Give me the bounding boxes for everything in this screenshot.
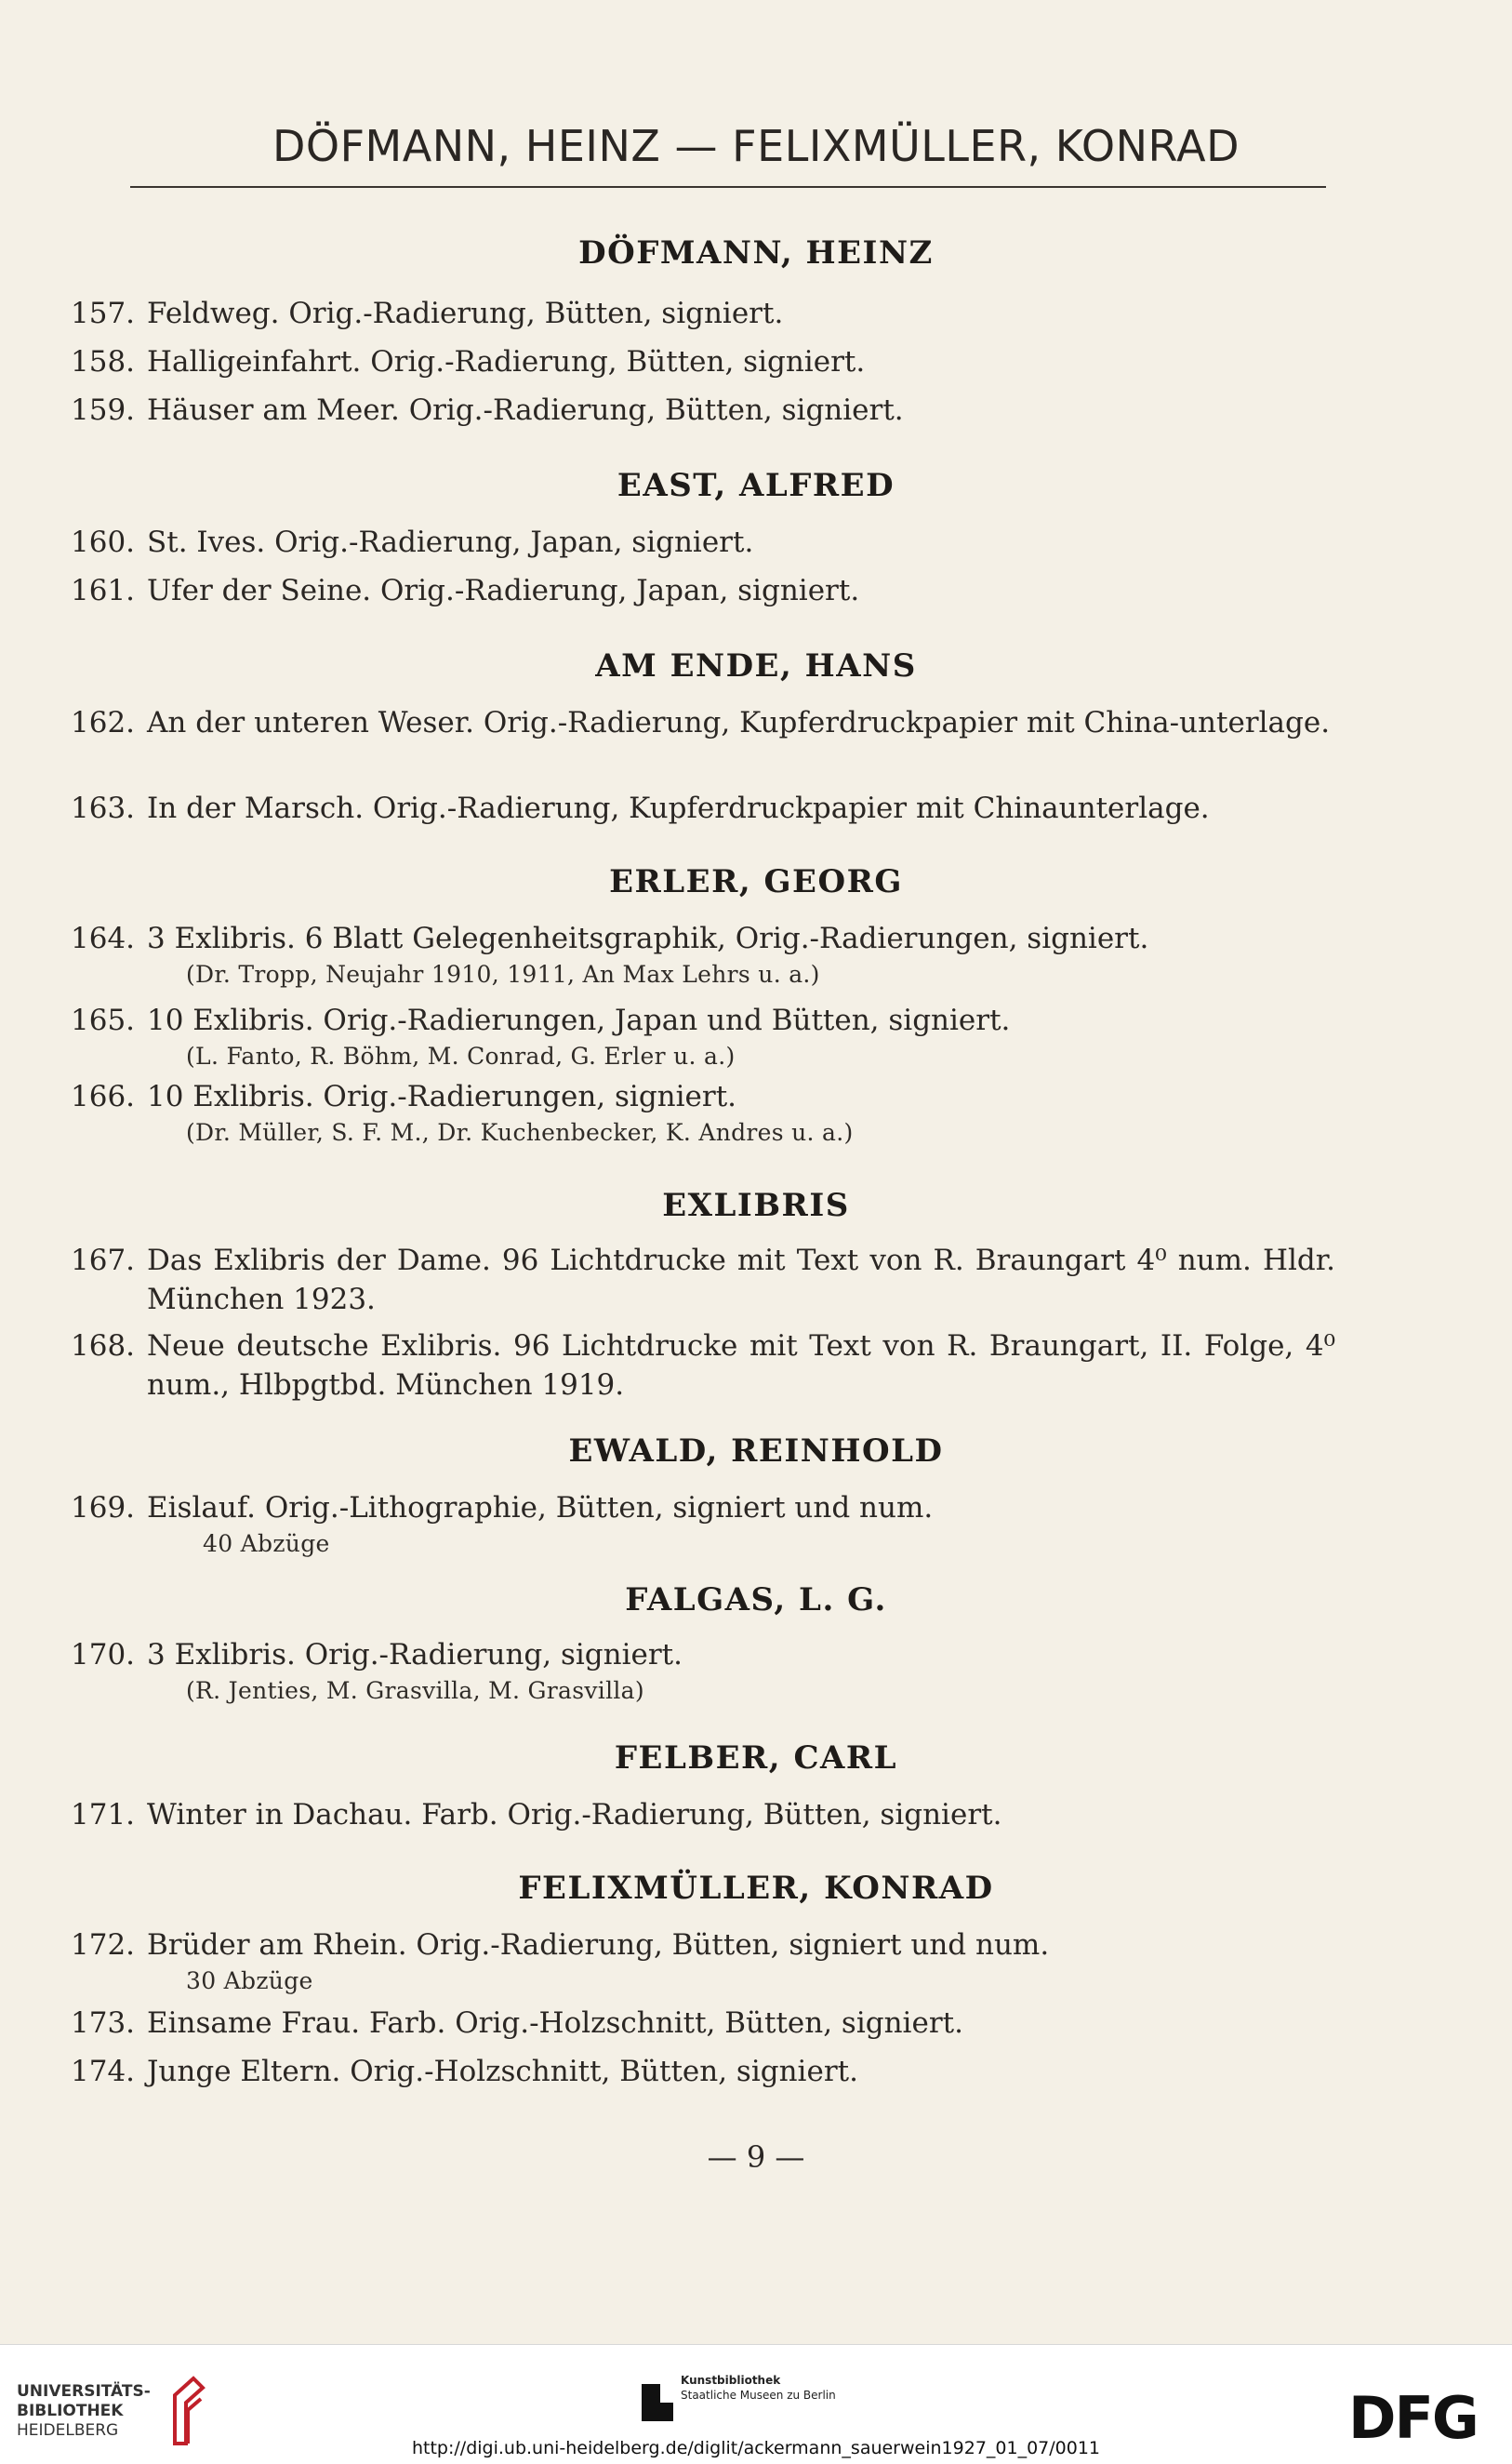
entry-text: 10 Exlibris. Orig.-Radierungen, signiert. bbox=[147, 1080, 737, 1113]
ub-logo-line: BIBLIOTHEK bbox=[17, 2402, 124, 2420]
entry-text: Das Exlibris der Dame. 96 Lichtdrucke mit Text von R. Braungart 4⁰ num. Hldr. München 1923. bbox=[147, 1244, 1335, 1316]
artist-heading: AM ENDE, HANS bbox=[595, 647, 917, 685]
entry-text: Winter in Dachau. Farb. Orig.-Radierung, Bütten, signiert. bbox=[147, 1798, 1002, 1831]
ub-logo-line: HEIDELBERG bbox=[17, 2421, 119, 2440]
artist-heading: EAST, ALFRED bbox=[617, 467, 895, 504]
entry-text: Brüder am Rhein. Orig.-Radierung, Bütten, signiert und num. bbox=[147, 1928, 1050, 1962]
entry-note: (L. Fanto, R. Böhm, M. Conrad, G. Erler u. a.) bbox=[186, 1043, 736, 1070]
entry-note: 30 Abzüge bbox=[186, 1967, 313, 1994]
entry-number: 162. bbox=[71, 706, 136, 739]
viewer-footer bbox=[0, 2344, 1512, 2464]
entry-number: 173. bbox=[71, 2006, 136, 2040]
entry-number: 165. bbox=[71, 1004, 136, 1037]
entry-number: 164. bbox=[71, 922, 136, 955]
ub-heidelberg-logo[interactable] bbox=[17, 2382, 151, 2441]
dfg-logo[interactable]: DFG bbox=[1348, 2384, 1478, 2452]
entry-text: Einsame Frau. Farb. Orig.-Holzschnitt, Bütten, signiert. bbox=[147, 2006, 963, 2040]
entry-number: 172. bbox=[71, 1928, 136, 1962]
ub-logo-line: UNIVERSITÄTS- bbox=[17, 2382, 151, 2401]
artist-heading: EWALD, REINHOLD bbox=[568, 1432, 944, 1470]
entry-number: 168. bbox=[71, 1329, 136, 1363]
kunstbibliothek-logo[interactable] bbox=[681, 2373, 836, 2403]
entry-text: An der unteren Weser. Orig.-Radierung, Kupferdruckpapier mit China-unterlage. bbox=[147, 706, 1331, 739]
entry-number: 161. bbox=[71, 574, 136, 607]
entry-note: 40 Abzüge bbox=[203, 1530, 330, 1557]
entry-text: Ufer der Seine. Orig.-Radierung, Japan, signiert. bbox=[147, 574, 860, 607]
head-rule bbox=[130, 186, 1326, 188]
entry-text: Junge Eltern. Orig.-Holzschnitt, Bütten, signiert. bbox=[147, 2055, 858, 2088]
entry-number: 167. bbox=[71, 1244, 136, 1277]
entry-text: In der Marsch. Orig.-Radierung, Kupferdruckpapier mit Chinaunterlage. bbox=[147, 792, 1210, 825]
entry-text: Neue deutsche Exlibris. 96 Lichtdrucke mit Text von R. Braungart, II. Folge, 4⁰ num., Hlbpgtbd. München 1919. bbox=[147, 1329, 1335, 1402]
artist-heading: FELBER, CARL bbox=[614, 1739, 898, 1777]
artist-heading: ERLER, GEORG bbox=[609, 863, 903, 900]
entry-text: Eislauf. Orig.-Lithographie, Bütten, signiert und num. bbox=[147, 1491, 934, 1525]
kb-logo-line: Kunstbibliothek bbox=[681, 2374, 781, 2387]
running-head: DÖFMANN, HEINZ — FELIXMÜLLER, KONRAD bbox=[272, 121, 1240, 171]
entry-text: Feldweg. Orig.-Radierung, Bütten, signiert. bbox=[147, 297, 784, 330]
entry-note: (Dr. Tropp, Neujahr 1910, 1911, An Max Lehrs u. a.) bbox=[186, 961, 820, 988]
entry-number: 159. bbox=[71, 393, 136, 427]
artist-heading: FALGAS, L. G. bbox=[625, 1581, 887, 1618]
artist-heading: DÖFMANN, HEINZ bbox=[578, 234, 934, 272]
ub-emblem-icon bbox=[166, 2375, 210, 2447]
entry-text: Halligeinfahrt. Orig.-Radierung, Bütten, signiert. bbox=[147, 345, 866, 379]
kb-logo-line: Staatliche Museen zu Berlin bbox=[681, 2389, 836, 2402]
entry-text: 3 Exlibris. 6 Blatt Gelegenheitsgraphik, Orig.-Radierungen, signiert. bbox=[147, 922, 1149, 955]
permalink-url[interactable]: http://digi.ub.uni-heidelberg.de/diglit/ackermann_sauerwein1927_01_07/0011 bbox=[411, 2438, 1101, 2458]
entry-number: 166. bbox=[71, 1080, 136, 1113]
entry-number: 171. bbox=[71, 1798, 136, 1831]
entry-note: (R. Jenties, M. Grasvilla, M. Grasvilla) bbox=[186, 1677, 644, 1704]
entry-number: 157. bbox=[71, 297, 136, 330]
entry-text: 10 Exlibris. Orig.-Radierungen, Japan und Bütten, signiert. bbox=[147, 1004, 1011, 1037]
entry-number: 158. bbox=[71, 345, 136, 379]
kunstbibliothek-emblem-icon bbox=[642, 2384, 673, 2421]
entry-number: 160. bbox=[71, 526, 136, 559]
entry-text: 3 Exlibris. Orig.-Radierung, signiert. bbox=[147, 1638, 683, 1672]
artist-heading: EXLIBRIS bbox=[662, 1187, 850, 1224]
entry-text: St. Ives. Orig.-Radierung, Japan, signiert. bbox=[147, 526, 754, 559]
entry-text: Häuser am Meer. Orig.-Radierung, Bütten, signiert. bbox=[147, 393, 904, 427]
entry-note: (Dr. Müller, S. F. M., Dr. Kuchenbecker, K. Andres u. a.) bbox=[186, 1119, 854, 1146]
page-number: — 9 — bbox=[707, 2139, 805, 2175]
entry-number: 174. bbox=[71, 2055, 136, 2088]
artist-heading: FELIXMÜLLER, KONRAD bbox=[518, 1870, 994, 1907]
entry-number: 170. bbox=[71, 1638, 136, 1672]
entry-number: 169. bbox=[71, 1491, 136, 1525]
entry-number: 163. bbox=[71, 792, 136, 825]
